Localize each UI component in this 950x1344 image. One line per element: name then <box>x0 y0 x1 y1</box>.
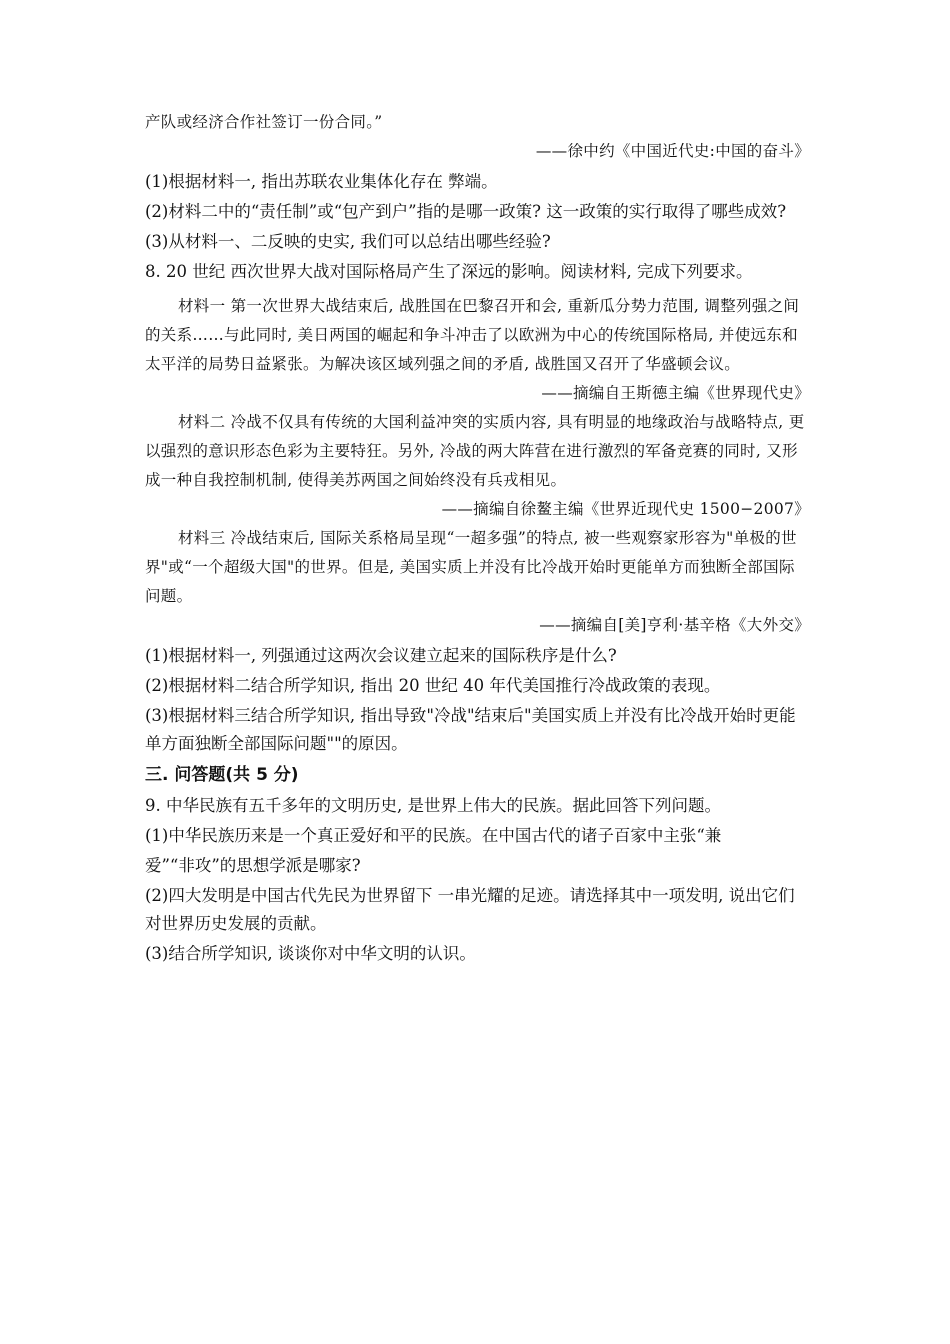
question-7-2: (2)材料二中的“责任制”或“包产到户”指的是哪一政策? 这一政策的实行取得了哪些成效? <box>145 202 787 221</box>
material-3: 材料三 冷战结束后, 国际关系格局呈现“一超多强”的特点, 被一些观察家形容为"单极的世界"或“一个超级大国"的世界。但是, 美国实质上并没有比冷战开始时更能单方而独断全部国际问题。 <box>145 529 797 605</box>
question-8-1: (1)根据材料一, 列强通过这两次会议建立起来的国际秩序是什么? <box>145 646 617 665</box>
section-3-heading: 三. 问答题(共 5 分) <box>145 765 299 785</box>
question-9-1-line-1: (1)中华民族历来是一个真正爱好和平的民族。在中国古代的诸子百家中主张“兼 <box>145 826 722 845</box>
question-7-1: (1)根据材料一, 指出苏联农业集体化存在 弊端。 <box>145 172 498 191</box>
question-7-3: (3)从材料一、二反映的史实, 我们可以总结出哪些经验? <box>145 232 551 251</box>
question-8-3: (3)根据材料三结合所学知识, 指出导致"冷战"结束后"美国实质上并没有比冷战开始时更能单方面独断全部国际问题""的原因。 <box>145 706 796 753</box>
question-8-2: (2)根据材料二结合所学知识, 指出 20 世纪 40 年代美国推行冷战政策的表现。 <box>145 676 721 695</box>
question-9-1-line-2: 爱”“非攻”的思想学派是哪家? <box>145 856 361 875</box>
material-1: 材料一 第一次世界大战结束后, 战胜国在巴黎召开和会, 重新瓜分势力范围, 调整列强之间的关系……与此同时, 美日两国的崛起和争斗冲击了以欧洲为中心的传统国际格局, 并使远东和太平洋的局势日益紧张。为解决该区域列强之间的矛盾, 战胜国又召开了华盛顿会议。 <box>145 297 800 373</box>
material-2-source: ——摘编自徐鳌主编《世界近现代史 1500−2007》 <box>441 500 810 518</box>
material-2: 材料二 冷战不仅具有传统的大国利益冲突的实质内容, 具有明显的地缘政治与战略特点, 更以强烈的意识形态色彩为主要特狂。另外, 冷战的两大阵营在进行激烈的军备竞赛的同时, 又形成一种自我控制机制, 使得美苏两国之间始终没有兵戎相见。 <box>145 413 805 489</box>
document-page <box>145 108 810 970</box>
material-source: ——徐中约《中国近代史:中国的奋斗》 <box>535 142 810 160</box>
question-9-2: (2)四大发明是中国古代先民为世界留下 一串光耀的足迹。请选择其中一项发明, 说出它们对世界历史发展的贡献。 <box>145 886 795 933</box>
continued-material-text: 产队或经济合作社签订一份合同。” <box>145 113 383 131</box>
material-3-source: ——摘编自[美]亨利·基辛格《大外交》 <box>539 616 810 634</box>
question-9-3: (3)结合所学知识, 谈谈你对中华文明的认识。 <box>145 944 476 963</box>
question-9-stem: 9. 中华民族有五千多年的文明历史, 是世界上伟大的民族。据此回答下列问题。 <box>145 796 721 815</box>
material-1-source: ——摘编自王斯德主编《世界现代史》 <box>541 384 810 402</box>
question-8-stem: 8. 20 世纪 西次世界大战对国际格局产生了深远的影响。阅读材料, 完成下列要求。 <box>145 262 753 281</box>
